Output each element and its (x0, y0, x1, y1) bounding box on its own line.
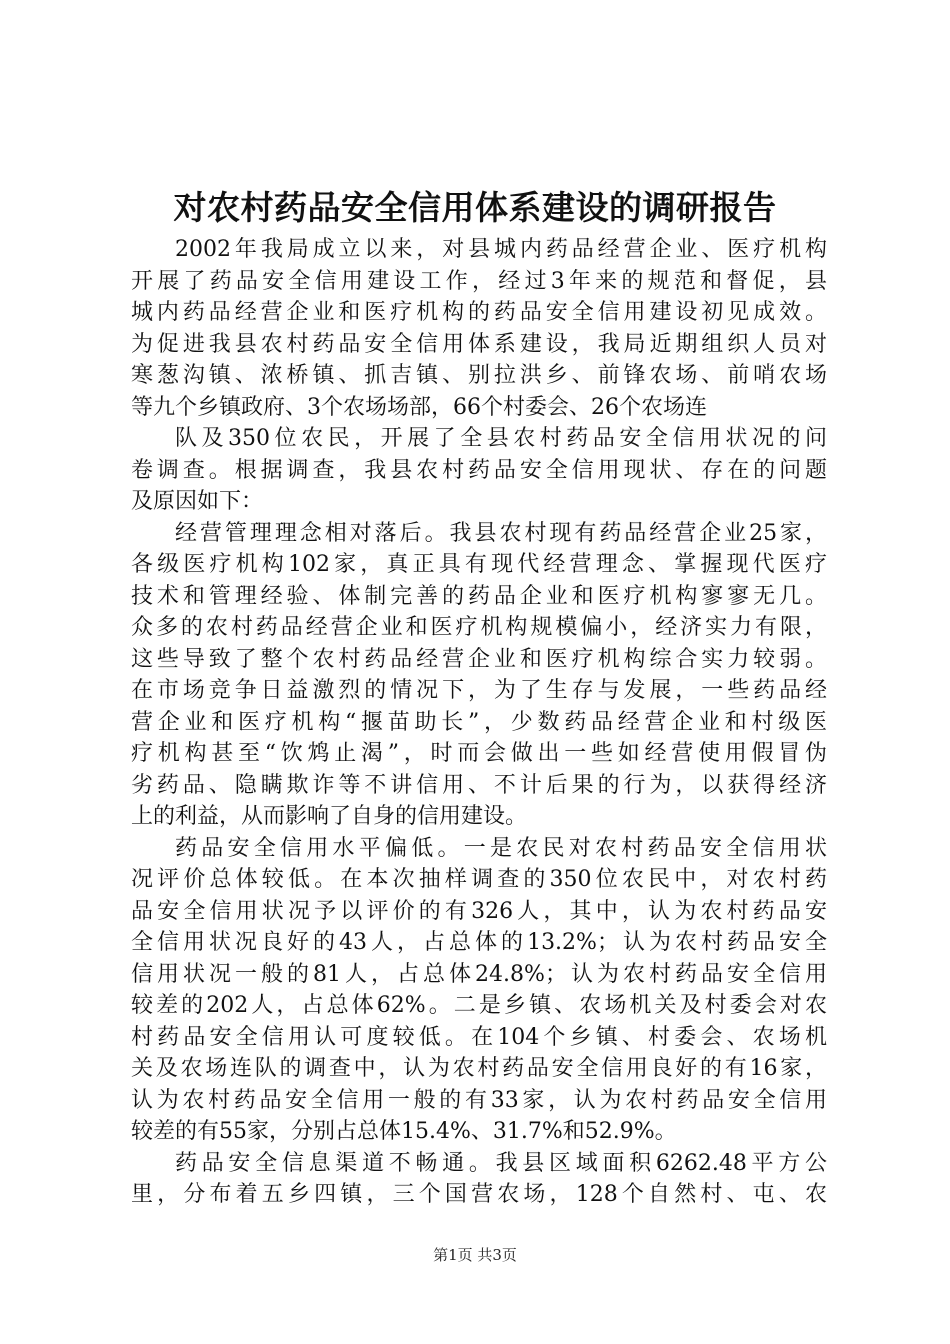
text-line: 2002年我局成立以来，对县城内药品经营企业、医疗机构 (175, 237, 827, 262)
text-line: 这些导致了整个农村药品经营企业和医疗机构综合实力较弱。 (131, 646, 827, 672)
text-line: 较差的有55家，分别占总体15.4%、31.7%和52.9%。 (131, 1119, 677, 1144)
text-line: 劣药品、隐瞒欺诈等不讲信用、不计后果的行为，以获得经济 (131, 772, 827, 798)
text-line: 众多的农村药品经营企业和医疗机构规模偏小，经济实力有限， (131, 615, 827, 640)
text-line: 村药品安全信用认可度较低。在104个乡镇、村委会、农场机 (131, 1024, 827, 1050)
text-line: 为促进我县农村药品安全信用体系建设，我局近期组织人员对 (131, 331, 827, 357)
text-line: 况评价总体较低。在本次抽样调查的350位农民中，对农村药 (131, 867, 827, 892)
text-line: 关及农场连队的调查中，认为农村药品安全信用良好的有16家， (131, 1056, 827, 1081)
text-line: 药品安全信用水平偏低。一是农民对农村药品安全信用状 (175, 835, 827, 861)
text-line: 全信用状况良好的43人，占总体的13.2%；认为农村药品安全 (131, 930, 827, 955)
text-line: 及原因如下： (131, 489, 264, 514)
text-line: 队及350位农民，开展了全县农村药品安全信用状况的问 (175, 426, 827, 451)
document-body (131, 234, 827, 1211)
document-title: 对农村药品安全信用体系建设的调研报告 (173, 188, 777, 227)
text-line: 较差的202人，占总体62%。二是乡镇、农场机关及村委会对农 (131, 993, 827, 1018)
text-line: 城内药品经营企业和医疗机构的药品安全信用建设初见成效。 (131, 300, 827, 325)
text-line: 上的利益，从而影响了自身的信用建设。 (131, 804, 528, 829)
text-line: 在市场竞争日益激烈的情况下，为了生存与发展，一些药品经 (131, 678, 827, 703)
text-line: 开展了药品安全信用建设工作，经过3年来的规范和督促，县 (131, 268, 827, 294)
text-line: 里，分布着五乡四镇，三个国营农场，128个自然村、屯、农 (131, 1182, 827, 1207)
text-line: 等九个乡镇政府、3个农场场部，66个村委会、26个农场连 (131, 394, 707, 420)
text-line: 经营管理理念相对落后。我县农村现有药品经营企业25家， (175, 520, 827, 546)
text-line: 技术和管理经验、体制完善的药品企业和医疗机构寥寥无几。 (131, 583, 827, 609)
text-line: 品安全信用状况予以评价的有326人，其中，认为农村药品安 (131, 898, 827, 924)
text-line: 各级医疗机构102家，真正具有现代经营理念、掌握现代医疗 (131, 552, 827, 577)
text-line: 认为农村药品安全信用一般的有33家，认为农村药品安全信用 (131, 1087, 827, 1113)
text-line: 寒葱沟镇、浓桥镇、抓吉镇、别拉洪乡、前锋农场、前哨农场 (131, 363, 827, 388)
text-line: 卷调查。根据调查，我县农村药品安全信用现状、存在的问题 (131, 457, 827, 483)
text-line: 信用状况一般的81人，占总体24.8%；认为农村药品安全信用 (131, 961, 827, 987)
text-line: 疗机构甚至“饮鸩止渴”，时而会做出一些如经营使用假冒伪 (131, 741, 827, 766)
page-footer: 第1页 共3页 (433, 1246, 517, 1264)
text-line: 营企业和医疗机构“揠苗助长”，少数药品经营企业和村级医 (131, 709, 827, 735)
text-line: 药品安全信息渠道不畅通。我县区域面积6262.48平方公 (175, 1150, 827, 1176)
